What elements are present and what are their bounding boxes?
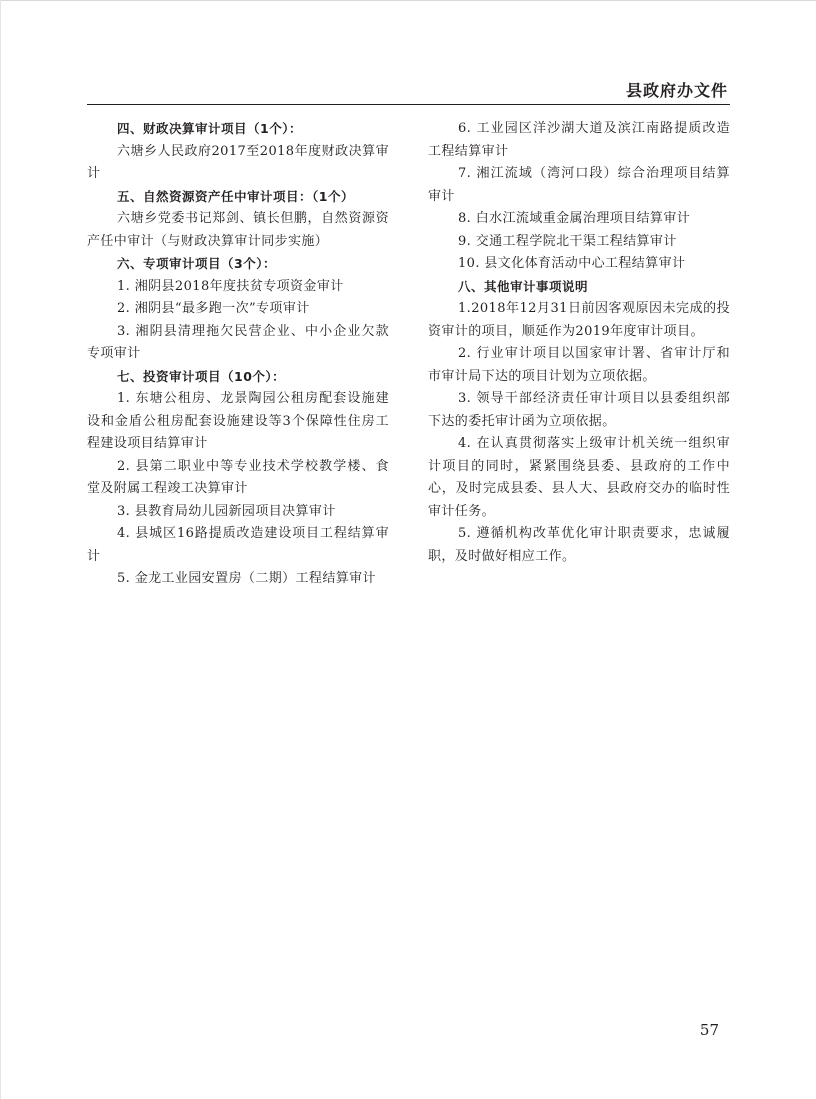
section-heading-investment-audit: 七、投资审计项目（10个）： <box>117 368 286 384</box>
list-item: 10. 县文化体育活动中心工程结算审计 <box>458 256 686 271</box>
list-item: 9. 交通工程学院北干渠工程结算审计 <box>458 233 677 249</box>
left-text-column <box>87 118 389 591</box>
note-item: 1.2018年12月31日前因客观原因未完成的投资审计的项目，顺延作为2019年度审计项目。 <box>428 301 730 339</box>
page-border-left <box>0 0 1 1099</box>
list-item: 3. 湘阴县清理拖欠民营企业、中小企业欠款专项审计 <box>87 323 389 361</box>
note-item: 3. 领导干部经济责任审计项目以县委组织部下达的委托审计函为立项依据。 <box>428 391 730 429</box>
list-item: 7. 湘江流域（湾河口段）综合治理项目结算审计 <box>428 166 730 204</box>
note-item: 4. 在认真贯彻落实上级审计机关统一组织审计项目的同时，紧紧围绕县委、县政府的工作中心，及时完成县委、县人大、县政府交办的临时性审计任务。 <box>428 436 730 519</box>
running-header-title: 县政府办文件 <box>625 81 728 100</box>
list-item: 2. 县第二职业中等专业技术学校教学楼、食堂及附属工程竣工决算审计 <box>87 458 389 496</box>
note-item: 2. 行业审计项目以国家审计署、省审计厅和市审计局下达的项目计划为立项依据。 <box>428 346 730 384</box>
paragraph: 六塘乡人民政府2017至2018年度财政决算审计 <box>87 143 389 181</box>
section-heading-natural-resources-audit: 五、自然资源资产任中审计项目：（1个） <box>117 188 354 204</box>
section-heading-special-audit: 六、专项审计项目（3个）： <box>117 256 276 271</box>
list-item: 8. 白水江流域重金属治理项目结算审计 <box>458 211 691 226</box>
list-item: 4. 县城区16路提质改造建设项目工程结算审计 <box>87 526 389 564</box>
list-item: 2. 湘阴县“最多跑一次”专项审计 <box>117 301 310 316</box>
section-heading-fiscal-audit: 四、财政决算审计项目（1个）： <box>117 121 302 136</box>
list-item: 1. 湘阴县2018年度扶贫专项资金审计 <box>117 278 344 294</box>
right-text-column <box>428 118 730 568</box>
page-border-top <box>0 0 816 1</box>
section-heading-other-notes: 八、其他审计事项说明 <box>458 278 589 294</box>
list-item: 1. 东塘公租房、龙景陶园公租房配套设施建设和金盾公租房配套设施建设等3个保障性住房工程建设项目结算审计 <box>87 391 389 451</box>
note-item: 5. 遵循机构改革优化审计职责要求，忠诚履职，及时做好相应工作。 <box>428 526 730 564</box>
header-divider <box>87 104 730 105</box>
paragraph: 六塘乡党委书记郑剑、镇长但鹏，自然资源资产任中审计（与财政决算审计同步实施） <box>87 211 389 249</box>
page-number: 57 <box>699 1021 719 1039</box>
list-item: 6. 工业园区洋沙湖大道及滨江南路提质改造工程结算审计 <box>428 121 730 159</box>
list-item: 3. 县教育局幼儿园新园项目决算审计 <box>117 503 336 519</box>
list-item: 5. 金龙工业园安置房（二期）工程结算审计 <box>117 571 376 586</box>
